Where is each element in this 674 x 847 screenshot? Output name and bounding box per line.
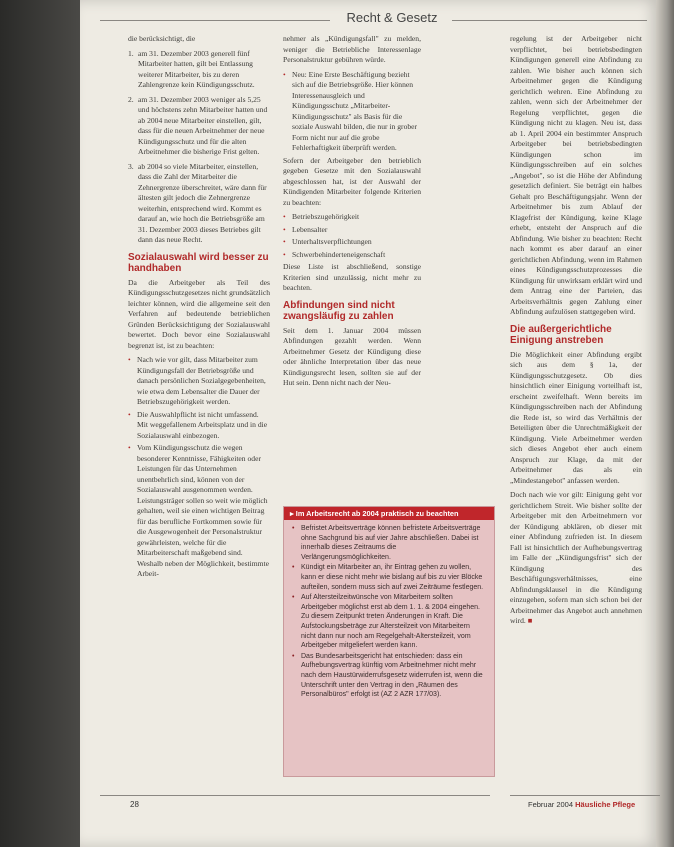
bullet-icon: •	[283, 237, 286, 246]
section-title: Recht & Gesetz	[346, 10, 438, 25]
bullet-icon: •	[283, 249, 286, 259]
col1-intro: die berücksichtigt, die	[128, 34, 196, 43]
bullet-icon: •	[128, 443, 131, 452]
col3-paragraph-2: Die Möglichkeit einer Abfindung ergibt sich aus dem § 1a, der Kündigungsschutzgesetz. Ob dies hinsichtlich einer Einigung vorteilhaft ist, erscheint zweifelhaft. Wenn bereits im Kündigungsschreiben nach der Abfindung die Rede ist, so wird das Verhältnis der Beteiligten über die Unrechtmäßigkeit der Kündigung. Viele Arbeitnehmer werden sich dieses Angebot eher auch einem Anspruch zur Klage, da mit der Arbeitnehmer das als ein „Mindestangebot" anfassen werden.	[510, 349, 642, 485]
bullet-icon: •	[292, 525, 295, 532]
header-rule-right	[452, 20, 647, 21]
col3-paragraph-3	[510, 490, 642, 627]
heading-sozialauswahl: Sozialauswahl wird besser zu handhaben	[128, 251, 269, 274]
bullet-icon: •	[292, 594, 295, 602]
list-item	[128, 49, 270, 91]
page-edge	[656, 0, 674, 847]
footer-rule-left	[100, 795, 490, 796]
bullet-icon: •	[128, 355, 131, 364]
heading-einigung: Die außergerichtliche Einigung anstreben	[510, 323, 612, 346]
list-item	[128, 162, 270, 246]
criteria-list	[283, 212, 421, 260]
bullet-item	[128, 410, 270, 442]
bullet-item	[292, 563, 486, 592]
col1-paragraph: Da die Arbeitgeber als Teil des Kündigungsschutzgesetzes nicht grundsätzlich leichter können, wird die allgemeine seit den Verfahren auf bedeutende betrieblichen Gründen Berücksichtigung der Sozialauswahl bewertet. Doch bevor eine Sozialauswahl begrenzt ist, ist zu beachten:	[128, 277, 270, 350]
bullet-text: Lebensalter	[292, 224, 328, 234]
footer-issue	[528, 800, 635, 809]
col3-paragraph-3-text: Doch nach wie vor gilt: Einigung geht vor gerichtlichem Streit. Wie bisher sollte der Arbeitgeber mit den Arbeitnehmern vor der Kündigung abklären, ob dieser mit einer Abfindung zufrieden ist. In diesem Fall ist hinsichtlich der Aufhebungsvertrag im Falle der „Kündigungsfrist" sich der Kündigung des Beschäftigungsverhältnisses, eine Abfindungsklausel in die Kündigung einzugehen, sofern man sich schon bei der Arbeitnehmer das Angebot auch annehmen wird.	[510, 490, 642, 625]
header-rule-left	[100, 20, 330, 21]
bullet-text: Unterhaltsverpflichtungen	[292, 237, 372, 246]
bullet-text: Nach wie vor gilt, dass Mitarbeiter zum Kündigungsfall der Betriebsgröße und danach persönlichen Sozialgegebenheiten, wie etwa dem Lebensalter die Dauer der Betriebszugehörigkeit werden.	[137, 355, 266, 406]
bullet-item	[283, 250, 421, 261]
bullet-item	[128, 355, 270, 408]
list-item	[128, 95, 270, 158]
bullet-text: Schwerbehinderteneigenschaft	[292, 249, 386, 259]
list-number: 3.	[128, 161, 134, 171]
bullet-text: Betriebszugehörigkeit	[292, 212, 360, 221]
info-box-title-text: Im Arbeitsrecht ab 2004 praktisch zu beachten	[295, 509, 459, 518]
list-number: 1.	[128, 48, 134, 58]
column-1	[128, 34, 270, 582]
issue-date: Februar 2004	[528, 800, 574, 809]
bullet-item	[283, 212, 421, 223]
bullet-icon: •	[128, 409, 131, 419]
list-number: 2.	[128, 94, 134, 104]
bullet-text: Auf Altersteilzeitwünsche von Mitarbeitern sollten Arbeitgeber möglichst erst ab dem 1. 1. & 2004 eingehen. Zu diesem Zeitpunkt treten Änderungen in Kraft. Die Aufstockungsbeträge zur Altersteilzeit von Mitarbeitern nicht dann nur noch am Regelgehalt-Altersteilzeit, vom Arbeitgeber mitgeliefert werden kann.	[301, 594, 480, 650]
col1-bullet-list	[128, 355, 270, 580]
col2-after: Diese Liste ist abschließend, sonstige Kriterien sind unzulässig, nicht mehr zu beachten.	[283, 262, 421, 292]
col2-bullet-list	[283, 70, 421, 154]
bullet-text: Befristet Arbeitsverträge können befristete Arbeitsverträge ohne Sachgrund bis auf vier Jahre abschließen. Dabei ist innerhalb dieses Zeitraums die Verlängerungsmöglichkeiten.	[301, 525, 481, 561]
column-2	[283, 34, 421, 393]
column-3	[510, 34, 642, 631]
list-text: am 31. Dezember 2003 weniger als 5,25 und höchstens zehn Mitarbeiter hatten und ab 2004 neue Mitarbeiter einstellen, gilt, dass für die neuen Arbeitnehmer der neue Kündigungsschutz und für die alten Arbeitnehmer die bisherige Frist gelten.	[138, 94, 268, 156]
col2-paragraph-2: Seit dem 1. Januar 2004 müssen Abfindungen gezahlt werden. Wenn Arbeitnehmer Gesetz der Kündigung diese oder ähnliche Interpretation über das neue Kündigungsrecht lesen, sollten sie auf der Hut sein. Denn nicht nach der Neu-	[283, 325, 421, 387]
magazine-brand: Häusliche Pflege	[575, 800, 636, 809]
footer-rule-right	[510, 795, 660, 796]
bullet-icon: •	[292, 652, 295, 660]
bullet-item	[292, 652, 486, 700]
heading-abfindungen: Abfindungen sind nicht zwangsläufig zu zahlen	[283, 299, 395, 322]
list-text: am 31. Dezember 2003 generell fünf Mitarbeiter hatten, gilt bei Entlassung weiterer Mitarbeiter, bis zu deren Zahlengrenze kein Kündigungsschutz.	[138, 48, 255, 89]
bullet-item	[283, 225, 421, 236]
info-box-title	[284, 507, 494, 520]
bullet-text: Kündigt ein Mitarbeiter an, ihr Eintrag gehen zu wollen, kann er diese nicht mehr wie bislang auf bis zu vier Blöcke aufteilen, sondern muss sich auf zwei Zeiträume festlegen.	[301, 564, 484, 591]
col3-paragraph-1: regelung ist der Arbeitgeber nicht verpflichtet, bei betriebsbedingten Kündigungen generell eine Abfindung zu zahlen. Wie bisher auch können sich Arbeitnehmer gegen die Kündigung gerichtlich wehren. Eine Abfindung zu zahlen, wenn sich der Arbeitnehmer der Regelung verpflichtet, gegen die Kündigung nicht zu klagen. Neu ist, dass ab 1. April 2004 ein bestimmter Anspruch Arbeitgeber bei betriebsbedingten Kündigungen schon im Kündigungsschreiben auf ein solches „Angebot", so ist die Höhe der Abfindung gesetzlich definiert. Sie beträgt ein halbes Gehalt pro Beschäftigungsjahr. Wenn der Arbeitnehmer bis zum Ablauf der Klagefrist der Kündigung, keine Klage erhebt, entsteht der Anspruch auf die Abfindung. Wie bisher zu beachten: Recht nach kommt es aber darauf an einer gerichtlichen Abfindung, wenn im Rahmen eines Kündigungsschutzprozesses die Kündigung für unwirksam erklärt wird und dem Antrag eine der Parteien, das Arbeitsverhältnis gegen Zahlung einer Abfindung aufzulösen stattgegeben wird.	[510, 34, 642, 316]
bullet-text: Vom Kündigungsschutz die wegen besonderer Kenntnisse, Fähigkeiten oder Leistungen für das Unternehmen unentbehrlich sind, können von der Sozialauswahl ausgenommen werden. Leistungsträger sollen so weit wie möglich gehalten, weil sie einen wichtigen Beitrag für das berufliche Fortkommen sowie für die Ausgewogenheit der Personalstruktur gewährleisten, welche für die Mitarbeiterschaft maßgebend sind. Weshalb neben der Möglichkeit, bestimmte Arbeit-	[137, 443, 270, 578]
bullet-item	[128, 443, 270, 580]
info-box	[283, 506, 495, 777]
end-mark-icon: ■	[527, 616, 533, 625]
col2-paragraph: Sofern der Arbeitgeber den betrieblich gegeben Gesetze mit den Sozialauswahl abgeschlossen hat, ist der Auswahl der Kündigenden Mitarbeiter folgende Kriterien zu beachten:	[283, 155, 421, 207]
bullet-item	[292, 524, 486, 562]
list-text: ab 2004 so viele Mitarbeiter, einstellen, dass die Zahl der Mitarbeiter die Zehnergrenze überschreitet, wäre dann für ältesten gilt jedoch die Zehnergrenze weiterhin, entsprechend wird. Kommt es darauf an, wie hoch die Betriebsgröße am 31. Dezember 2003 dieses Betriebes gilt dann das neue Recht.	[138, 161, 267, 244]
col2-intro: nehmer als „Kündigungsfall" zu melden, weniger die Betriebliche Interessenlage Personalstruktur gebühren würde.	[283, 34, 421, 64]
bullet-item	[283, 70, 421, 154]
numbered-list	[128, 49, 270, 246]
bullet-item	[283, 237, 421, 248]
bullet-text: Neu: Eine Erste Beschäftigung bezieht sich auf die Betriebsgröße. Hier können Interessenausgleich und Kündigungsschutz „Mitarbeiter-Kündigungsschutz" als Basis für die soziale Auswahl bilden, die nur in grober Form nicht nur auf die grobe Fehlerhaftigkeit überprüft werden.	[292, 69, 418, 152]
bullet-text: Das Bundesarbeitsgericht hat entschieden: dass ein Aufhebungsvertrag künftig vom Arbeitnehmer nicht mehr nach dem Haustürwiderrufsgesetz widerrufen ist, wenn die Unterschrift unter den Vertrag in den „Räumen des Personalbüros" erfolgt ist (AZ 2 AZR 177/03).	[301, 652, 483, 699]
bullet-icon: •	[283, 69, 286, 79]
page-number: 28	[130, 800, 139, 809]
bullet-icon: •	[283, 212, 286, 221]
binding-shadow	[0, 0, 80, 847]
bullet-text: Die Auswahlpflicht ist nicht umfassend. Mit weggefallenem Arbeitsplatz und in die Sozialauswahl einbezogen.	[137, 409, 268, 440]
bullet-icon: •	[292, 564, 295, 572]
info-box-bullets	[284, 520, 494, 700]
info-box-marker-icon: ▸	[290, 509, 296, 518]
bullet-icon: •	[283, 224, 286, 234]
bullet-item	[292, 593, 486, 651]
